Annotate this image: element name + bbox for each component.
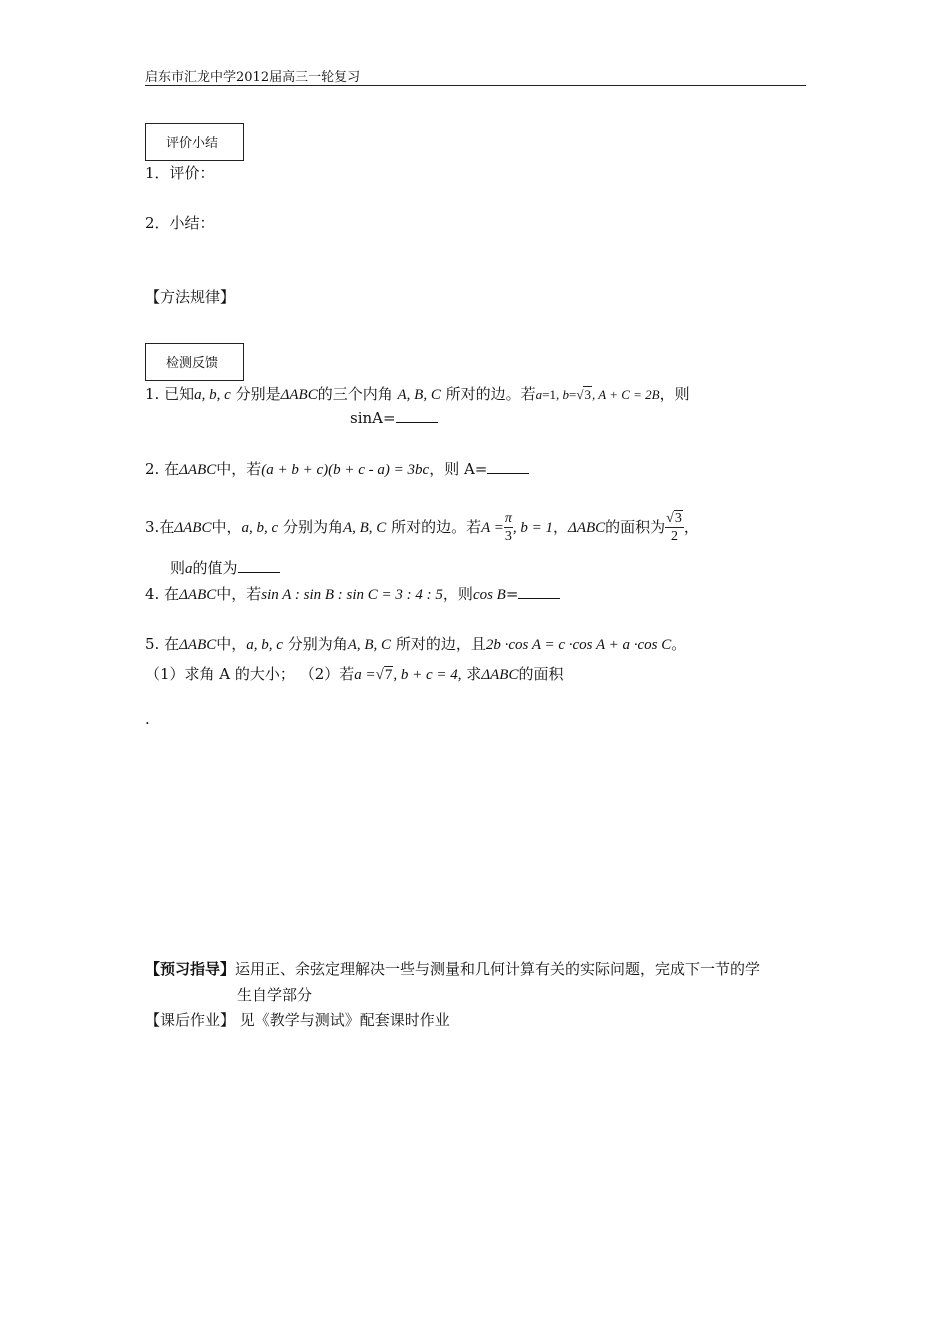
q3-text: ， [683, 518, 699, 536]
evaluation-summary-label: 评价小结 [166, 136, 219, 151]
q5-text: 。 [671, 635, 687, 653]
q5-sqrt: √7 [375, 667, 393, 683]
q1-condition: = [569, 387, 577, 402]
q4-cos-b: cos B [472, 587, 506, 603]
q3-side-b: , b = 1 [512, 520, 553, 536]
question-1 [145, 383, 690, 404]
q5-text: 所对的边，且 [395, 635, 486, 653]
q3-pi-over-3: $\frac{\pi}{3}$ [504, 511, 512, 544]
preview-text: 运用正、余弦定理解决一些与测量和几何计算有关的实际问题，完成下一节的学 [235, 960, 761, 978]
question-2 [145, 458, 529, 479]
q3-text: 中， [211, 518, 242, 536]
q3-text: ， [553, 518, 569, 536]
q5-condition: , b + c = 4, [393, 667, 462, 683]
q4-text: ，则 [442, 585, 473, 603]
q5-subquestions [145, 663, 563, 684]
q2-number: 2. [145, 460, 160, 478]
evaluation-item-1: 1．评价： [145, 164, 215, 182]
q4-text: = [505, 585, 519, 603]
q5-equation: 2b ·cos A = c ·cos A + a ·cos C [485, 637, 672, 653]
q1-angles: A, B, C [397, 387, 441, 403]
q2-text: 在 [164, 460, 180, 478]
q3-text: 则 [170, 559, 186, 577]
q3-vars: a, b, c [241, 520, 279, 536]
q3-triangle: ΔABC [174, 520, 212, 536]
q3-line-2 [170, 557, 280, 578]
q4-number: 4. [145, 585, 160, 603]
q4-answer-blank [518, 584, 560, 599]
question-3 [145, 512, 699, 544]
preview-guidance [145, 958, 760, 979]
preview-label: 【预习指导】 [145, 960, 236, 978]
q1-condition: =1, [542, 387, 563, 402]
q4-text: 在 [164, 585, 180, 603]
evaluation-summary-box [145, 123, 244, 161]
q5-sub1: （1）求角 A 的大小； [145, 665, 295, 683]
q5-text: 中， [216, 635, 247, 653]
q4-triangle: ΔABC [179, 587, 217, 603]
q1-sina-label: sinA= [350, 409, 396, 427]
q3-text: 所对的边。若 [391, 518, 482, 536]
q2-triangle: ΔABC [179, 462, 217, 478]
q1-number: 1. [145, 385, 160, 403]
q1-condition: a [535, 387, 543, 402]
preview-text-continued: 生自学部分 [237, 986, 313, 1004]
page-header-title: 启东市汇龙中学2012届高三一轮复习 [145, 70, 361, 85]
test-feedback-box [145, 343, 244, 381]
q5-number: 5. [145, 635, 160, 653]
q2-text: ，则 A= [429, 460, 488, 478]
q3-var-a: a [185, 561, 193, 577]
q1-sqrt: √3 [576, 387, 591, 402]
question-5 [145, 633, 686, 654]
q5-triangle: ΔABC [481, 667, 519, 683]
q5-dot: . [145, 710, 150, 728]
q3-area-fraction: $\frac{√3}{2}$ [666, 511, 682, 544]
q5-angles: A, B, C [347, 637, 392, 653]
homework [145, 1009, 450, 1030]
header-divider [145, 85, 806, 86]
q1-vars: a, b, c [194, 387, 231, 403]
q3-angle-a: A = [481, 520, 504, 536]
q3-text: 的值为 [192, 559, 238, 577]
q1-text: 的三个内角 [317, 385, 393, 403]
evaluation-item-2: 2．小结： [145, 214, 215, 232]
test-feedback-label: 检测反馈 [166, 356, 219, 371]
q2-answer-blank [487, 459, 529, 474]
question-4 [145, 583, 560, 604]
homework-text: 见《教学与测试》配套课时作业 [239, 1011, 450, 1029]
q5-vars: a, b, c [246, 637, 283, 653]
q4-text: 中，若 [216, 585, 262, 603]
q3-text: 分别为角 [282, 518, 343, 536]
q5-condition: a = [354, 667, 376, 683]
q5-text: 在 [164, 635, 180, 653]
q3-answer-blank [238, 558, 280, 573]
q3-number: 3. [145, 518, 160, 536]
q1-condition: b [562, 387, 569, 402]
q1-text: ，则 [659, 385, 690, 403]
q4-ratio: sin A : sin B : sin C = 3 : 4 : 5 [261, 587, 443, 603]
q5-text: 求 [466, 665, 482, 683]
q1-text: 所对的边。若 [445, 385, 536, 403]
q1-answer-blank [396, 408, 438, 423]
q3-angles: A, B, C [342, 520, 387, 536]
q1-triangle: ΔABC [280, 387, 318, 403]
q1-answer-line [350, 408, 438, 427]
q3-triangle: ΔABC [568, 520, 606, 536]
q3-text: 在 [159, 518, 175, 536]
q2-text: 中，若 [216, 460, 262, 478]
q1-text: 分别是 [235, 385, 281, 403]
q1-text: 已知 [164, 385, 195, 403]
homework-label: 【课后作业】 [145, 1011, 236, 1029]
q3-text: 的面积为 [605, 518, 666, 536]
method-section-title: 【方法规律】 [145, 288, 236, 306]
q5-text: 的面积 [518, 665, 564, 683]
q2-expression: (a + b + c)(b + c - a) = 3bc [261, 462, 430, 478]
q1-condition: , A + C = 2B [591, 387, 660, 402]
q5-triangle: ΔABC [179, 637, 217, 653]
q5-text: 分别为角 [287, 635, 348, 653]
q5-sub2: （2）若 [299, 665, 355, 683]
